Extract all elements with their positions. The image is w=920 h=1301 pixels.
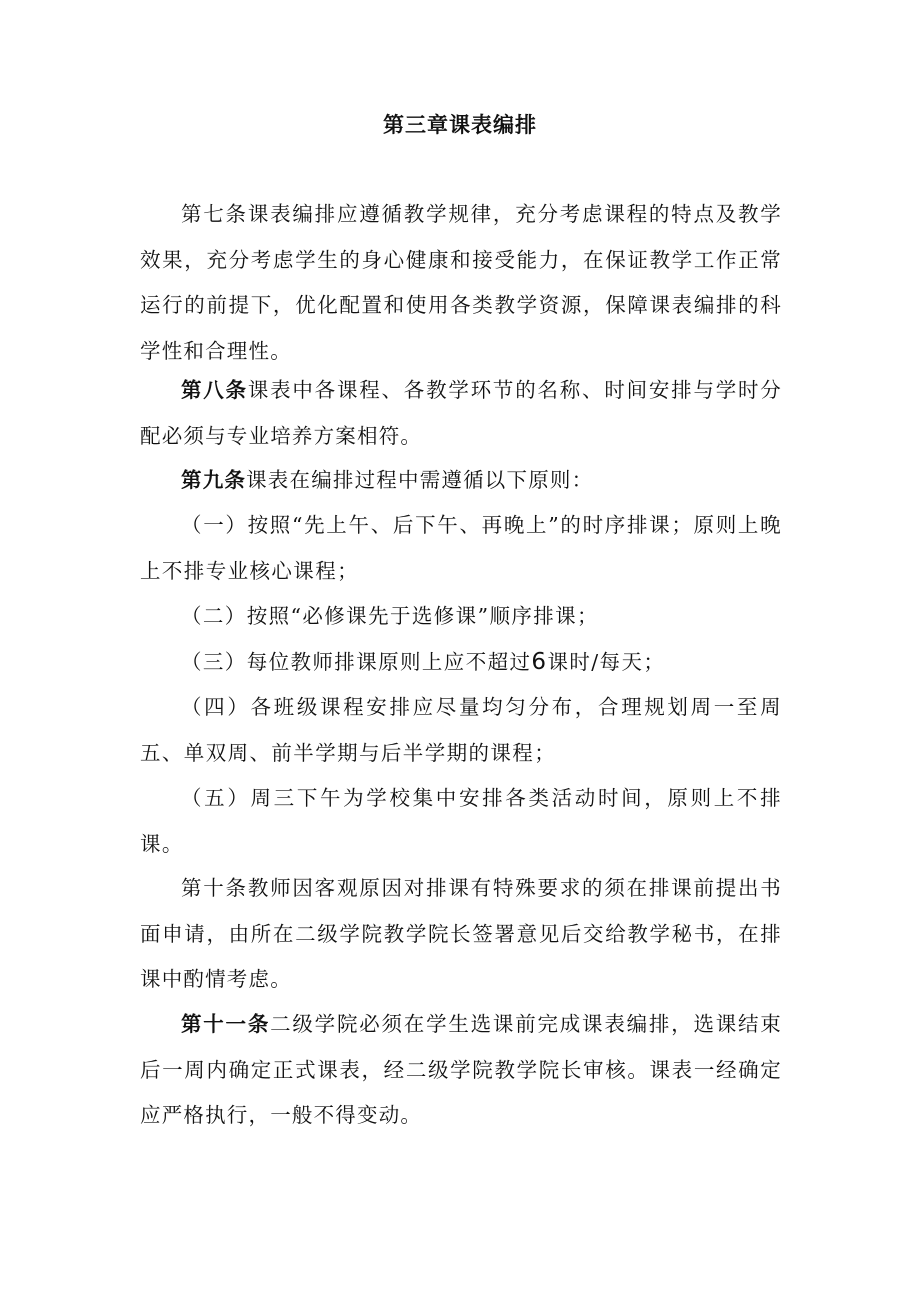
article-7-text: 第七条课表编排应遵循教学规律，充分考虑课程的特点及教学效果，充分考虑学生的身心健康和接受能力，在保证教学工作正常运行的前提下，优化配置和使用各类教学资源，保障课表编排的科学性和合理性。	[140, 202, 782, 363]
article-11-text: 二级学院必须在学生选课前完成课表编排，选课结束后一周内确定正式课表，经二级学院教学院长审核。课表一经确定应严格执行，一般不得变动。	[140, 1012, 782, 1127]
article-9-item-3	[140, 640, 782, 686]
article-9	[140, 458, 782, 504]
chapter-title: 第三章课表编排	[383, 113, 537, 137]
article-11	[140, 1002, 782, 1139]
article-11-heading: 第十一条	[181, 1012, 271, 1036]
article-9-item-2: （二）按照“必修课先于选修课”顺序排课；	[181, 604, 599, 628]
article-10-text: 第十条教师因客观原因对排课有特殊要求的须在排课前提出书面申请，由所在二级学院教学院长签署意见后交给教学秘书，在排课中酌情考虑。	[140, 876, 782, 991]
article-9-item-5: （五）周三下午为学校集中安排各类活动时间，原则上不排课。	[140, 786, 782, 856]
article-9-heading: 第九条	[181, 468, 247, 492]
article-8-heading: 第八条	[181, 378, 248, 402]
article-10	[140, 866, 782, 1003]
article-9-item-3-before: （三）每位教师排课原则上应不超过	[181, 650, 532, 674]
article-9-text: 课表在编排过程中需遵循以下原则：	[246, 468, 594, 492]
article-8	[140, 368, 782, 459]
article-9-item-4: （四）各班级课程安排应尽量均匀分布，合理规划周一至周五、单双周、前半学期与后半学期的课程；	[140, 695, 782, 765]
article-9-item-1: （一）按照“先上午、后下午、再晚上”的时序排课；原则上晚上不排专业核心课程；	[140, 513, 782, 583]
article-9-item-3-after: 课时/每天；	[547, 650, 666, 674]
article-9-item-3-number: 6	[531, 649, 548, 675]
article-7	[140, 192, 782, 374]
article-8-text: 课表中各课程、各教学环节的名称、时间安排与学时分配必须与专业培养方案相符。	[140, 378, 782, 448]
